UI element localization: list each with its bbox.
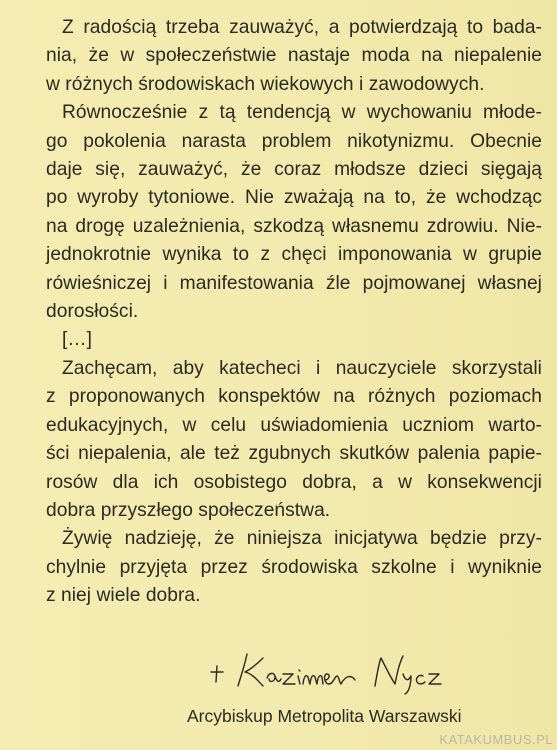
text-line: chylnie przyjęta przez środowiska szkolne i wyniknie bbox=[46, 556, 542, 578]
text-line: Z radością trzeba zauważyć, a potwierdzają to bada- bbox=[62, 17, 542, 38]
paragraph-4 bbox=[30, 355, 542, 525]
text-line: edukacyjnych, w celu uświadomienia uczniom warto- bbox=[46, 414, 542, 436]
paragraph-2 bbox=[30, 99, 542, 326]
text-line: z proponowanych konspektów na różnych poziomach bbox=[46, 386, 542, 408]
signer-title: Arcybiskup Metropolita Warszawski bbox=[187, 706, 462, 726]
text-line: z niej wiele dobra. bbox=[46, 585, 201, 607]
text-line: rosów dla ich osobistego dobra, a w konsekwencji bbox=[46, 471, 542, 493]
text-line: Żywię nadzieję, że niniejsza inicjatywa będzie przy- bbox=[62, 528, 542, 550]
omission-mark: […] bbox=[62, 329, 92, 351]
handwritten-signature bbox=[205, 646, 485, 696]
text-line: rówieśniczej i manifestowania źle pojmowanej własnej bbox=[46, 272, 542, 294]
text-line: na drogę uzależnienia, szkodzą własnemu zdrowiu. Nie- bbox=[46, 215, 542, 237]
watermark: KATAKUMBUS.PL bbox=[439, 732, 553, 747]
text-line: ści niepalenia, ale też zgubnych skutków palenia papie- bbox=[46, 443, 542, 465]
text-line: daje się, zauważyć, że coraz młodsze dzieci sięgają bbox=[46, 159, 542, 181]
paragraph-5 bbox=[30, 525, 542, 610]
text-line: jednokrotnie wynika to z chęci imponowania w grupie bbox=[46, 244, 542, 266]
text-line: w różnych środowiskach wiekowych i zawodowych. bbox=[46, 73, 485, 95]
text-line: nia, że w społeczeństwie nastaje moda na niepalenie bbox=[46, 45, 542, 67]
paragraph-3-omission bbox=[30, 326, 542, 354]
text-line: po wyroby tytoniowe. Nie zważają na to, że wchodząc bbox=[46, 187, 542, 209]
text-line: dorosłości. bbox=[46, 301, 139, 323]
text-line: Równocześnie z tą tendencją w wychowaniu młode- bbox=[62, 102, 542, 124]
text-line: dobra przyszłego społeczeństwa. bbox=[46, 499, 331, 521]
letter-body bbox=[30, 14, 542, 611]
text-line: go pokolenia narasta problem nikotynizmu. Obecnie bbox=[46, 130, 542, 152]
text-line: Zachęcam, aby katecheci i nauczyciele skorzystali bbox=[62, 357, 542, 379]
paragraph-1 bbox=[30, 14, 542, 99]
